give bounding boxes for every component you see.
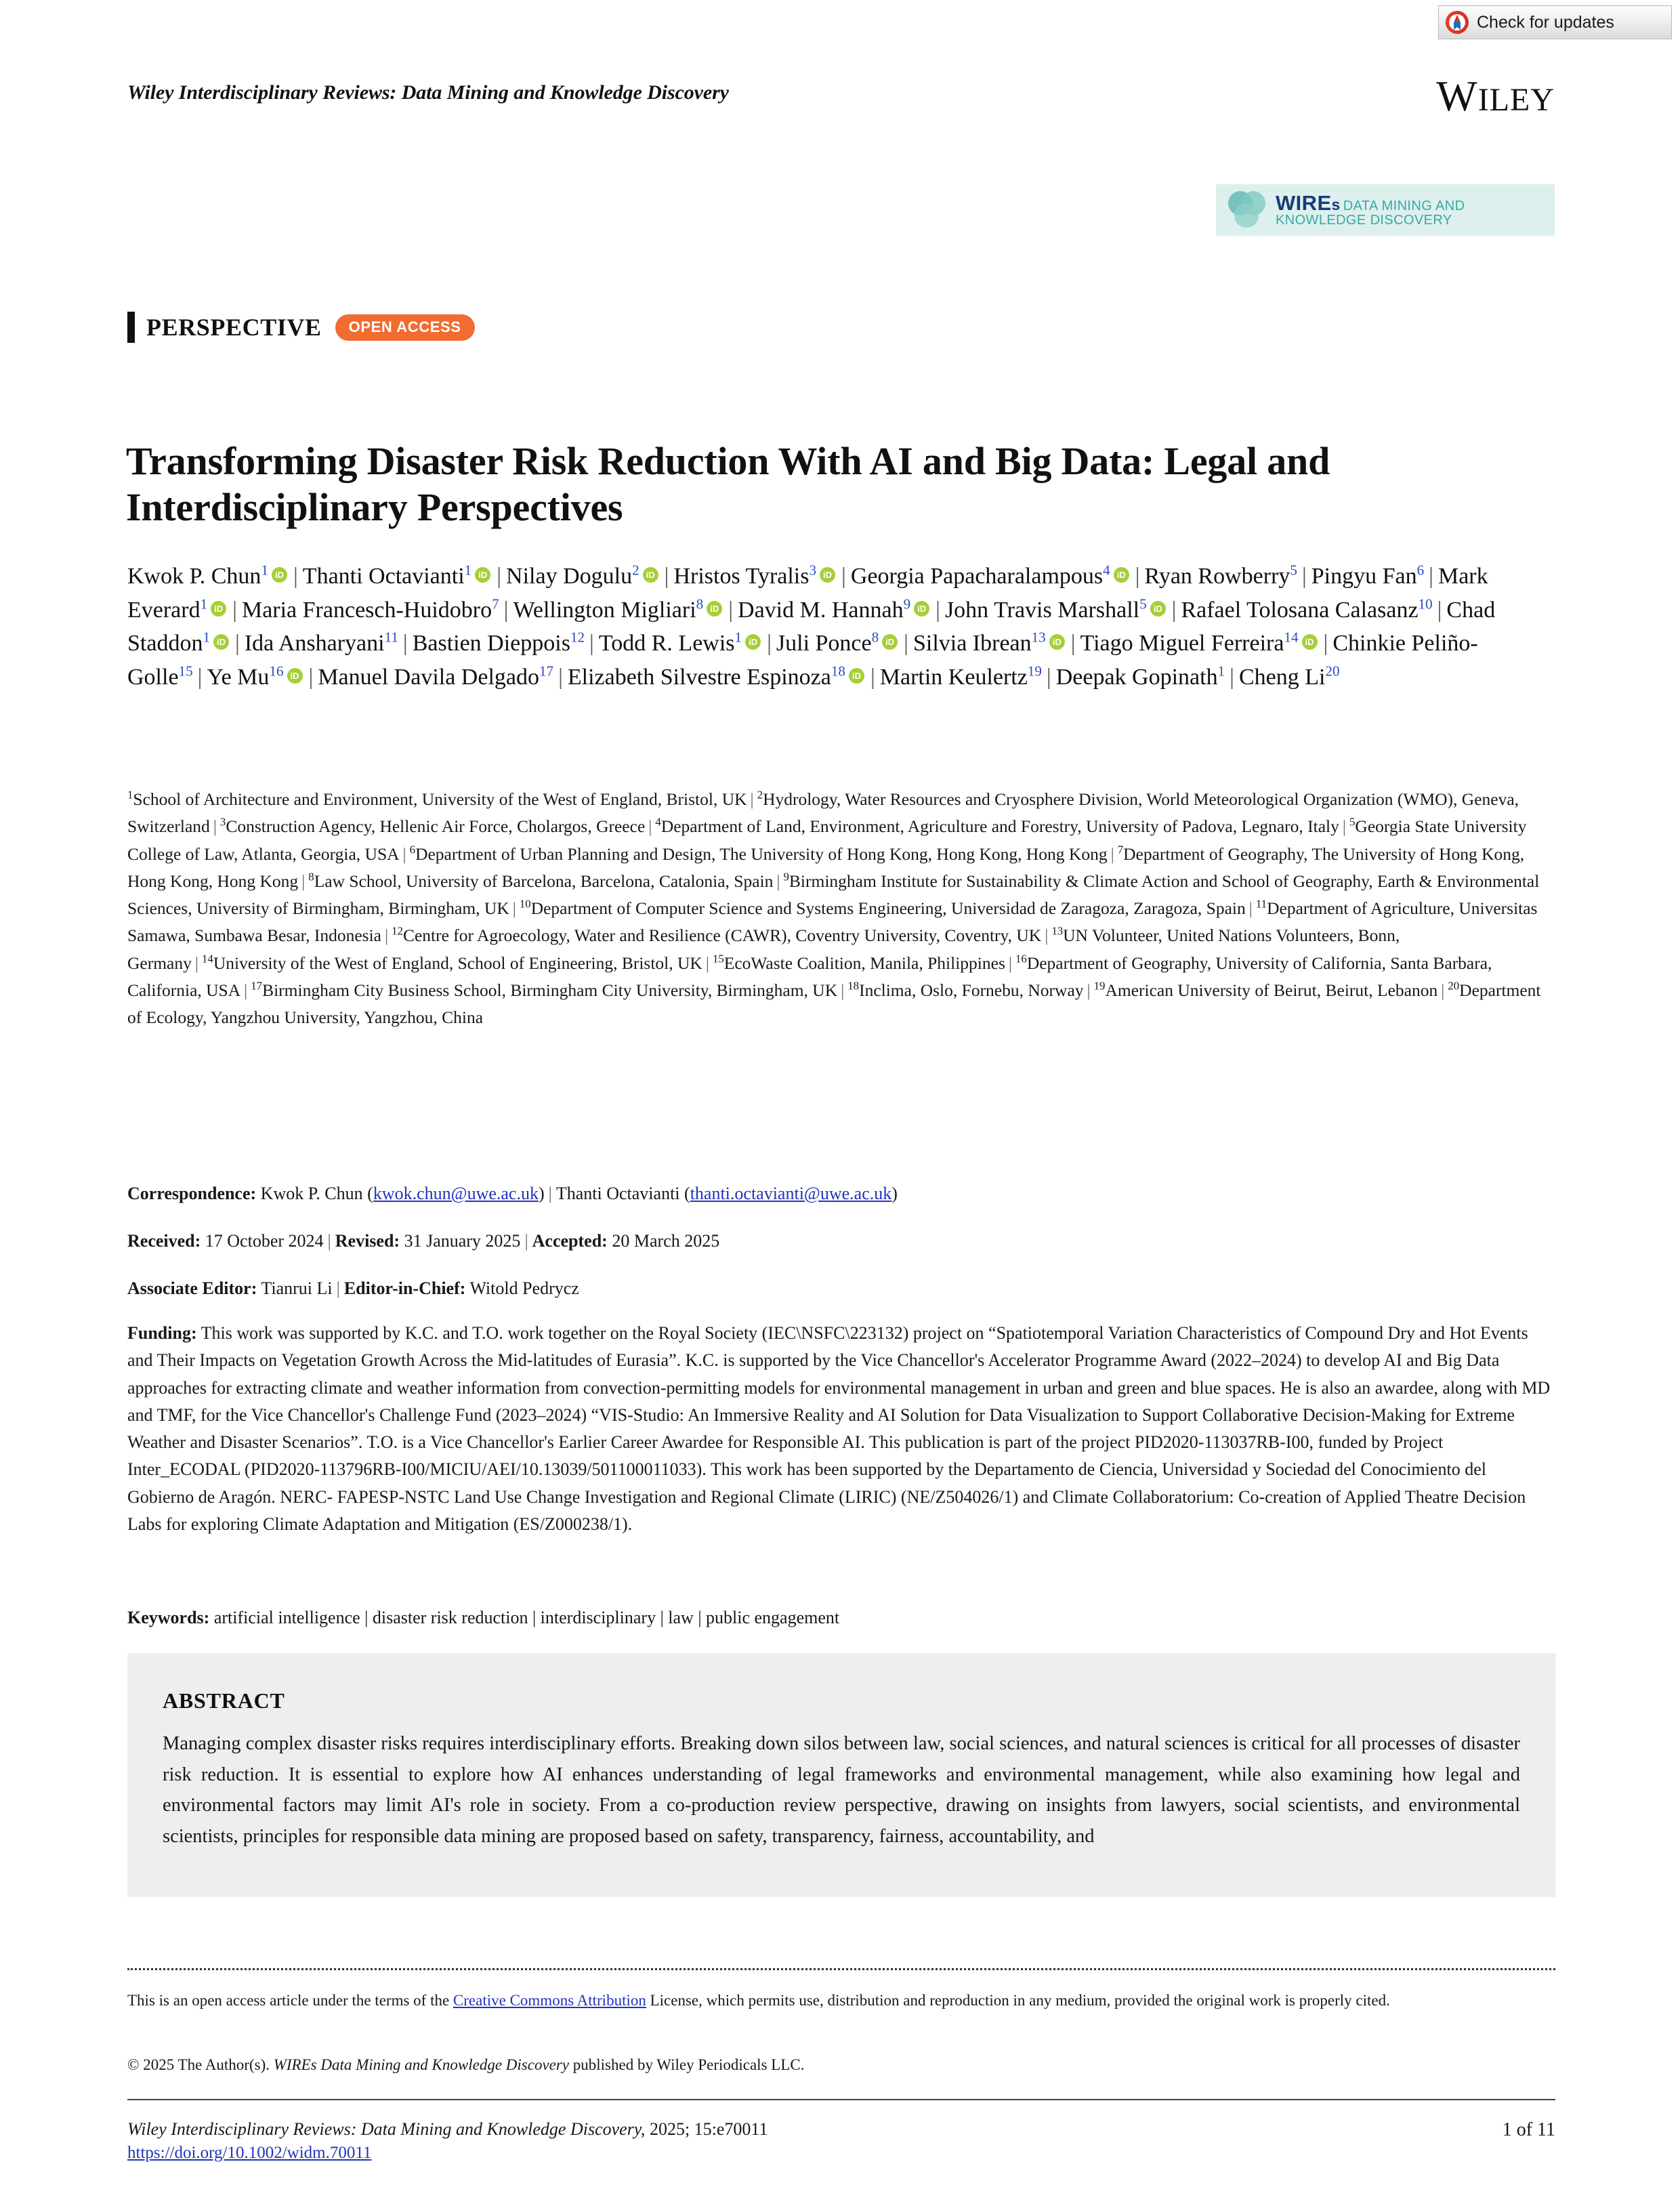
- author-affiliation-marker: 8: [871, 629, 879, 646]
- author-separator: |: [1437, 597, 1442, 623]
- author-separator: |: [1135, 564, 1140, 589]
- author-separator: |: [558, 664, 563, 690]
- affiliation-separator: |: [512, 898, 516, 919]
- wiley-logo-rest: ILEY: [1477, 82, 1555, 118]
- orcid-icon[interactable]: [849, 668, 864, 684]
- author-entry: [318, 665, 553, 690]
- author-entry: [880, 665, 1042, 690]
- author-separator: |: [1429, 564, 1433, 589]
- received-value: 17 October 2024: [205, 1231, 324, 1251]
- venn-diagram-icon: [1225, 190, 1267, 230]
- author-affiliation-marker: 6: [1416, 562, 1425, 579]
- author-name: Elizabeth Silvestre Espinoza: [567, 664, 831, 690]
- author-affiliation-marker: 5: [1139, 596, 1147, 612]
- author-entry: [945, 598, 1167, 623]
- author-separator: |: [904, 631, 908, 657]
- affiliation-entry: [655, 816, 1339, 836]
- article-type-accent-bar: [127, 312, 135, 343]
- author-affiliation-marker: 10: [1418, 596, 1433, 612]
- author-separator: |: [503, 597, 509, 623]
- affiliation-separator: |: [301, 871, 306, 891]
- affiliation-separator: |: [1110, 843, 1114, 864]
- affiliation-entry: [392, 925, 1041, 945]
- author-name: Ryan Rowberry: [1144, 564, 1290, 589]
- author-separator: |: [402, 631, 408, 657]
- author-separator: |: [293, 564, 298, 589]
- affiliation-text: Birmingham Institute for Sustainability & Climate Action and School of Geography, Earth & Environmental Sciences, University of Birmingham, Birmingham, UK: [127, 871, 1540, 919]
- author-affiliation-marker: 1: [464, 562, 472, 579]
- author-entry: [303, 564, 492, 589]
- orcid-icon[interactable]: [643, 567, 658, 583]
- affiliation-index: 18: [847, 979, 860, 993]
- editor-separator: |: [336, 1278, 340, 1298]
- affiliation-separator: |: [1008, 953, 1012, 973]
- author-name: Georgia Papacharalampous: [850, 564, 1104, 589]
- editor-in-chief-label: Editor-in-Chief:: [343, 1278, 466, 1298]
- affiliation-entry: [251, 980, 837, 1000]
- author-name: Bastien Dieppois: [412, 631, 570, 657]
- footer-dotted-divider: [127, 1968, 1555, 1970]
- footer-citation-journal: Wiley Interdisciplinary Reviews: Data Mining and Knowledge Discovery,: [127, 2119, 646, 2139]
- orcid-icon[interactable]: [213, 634, 229, 650]
- author-separator: |: [1323, 631, 1328, 657]
- keywords-block: [127, 1604, 1555, 1631]
- affiliation-entry: [520, 898, 1246, 918]
- crossmark-icon: [1444, 9, 1470, 35]
- author-affiliation-marker: 19: [1027, 663, 1042, 680]
- check-for-updates-badge[interactable]: [1438, 5, 1672, 39]
- wires-logo-title-trailing: s: [1331, 196, 1341, 213]
- affiliation-index: 4: [655, 815, 661, 829]
- author-entry: [1311, 564, 1424, 589]
- author-name: Martin Keulertz: [879, 664, 1028, 690]
- affiliation-separator: |: [1087, 980, 1091, 1000]
- open-access-badge: OPEN ACCESS: [335, 314, 475, 341]
- orcid-icon[interactable]: [914, 601, 929, 617]
- affiliation-text: Department of Urban Planning and Design, The University of Hong Kong, Hong Kong, Hong Kong: [415, 843, 1108, 864]
- author-name: Rafael Tolosana Calasanz: [1181, 597, 1419, 623]
- author-name: Kwok P. Chun: [127, 564, 261, 589]
- affiliation-index: 2: [757, 788, 763, 801]
- author-name: Pingyu Fan: [1311, 564, 1417, 589]
- affiliation-text: Law School, University of Barcelona, Barcelona, Catalonia, Spain: [314, 871, 774, 891]
- author-name: Ye Mu: [207, 664, 270, 690]
- author-entry: [127, 564, 289, 589]
- affiliation-index: 9: [783, 870, 789, 883]
- affiliation-text: Department of Land, Environment, Agriculture and Forestry, University of Padova, Legnaro, Italy: [660, 816, 1339, 837]
- author-affiliation-marker: 1: [734, 629, 742, 646]
- author-entry: [738, 598, 931, 623]
- article-type-row: [127, 312, 475, 343]
- keywords-text: artificial intelligence | disaster risk reduction | interdisciplinary | law | public engagement: [213, 1608, 840, 1627]
- author-entry: [599, 631, 762, 656]
- author-name: John Travis Marshall: [944, 597, 1140, 623]
- affiliation-text: UN Volunteer, United Nations Volunteers, Bonn, Germany: [127, 925, 1400, 973]
- affiliation-text: Centre for Agroecology, Water and Resilience (CAWR), Coventry University, Coventry, UK: [402, 925, 1042, 946]
- author-separator: |: [1301, 564, 1307, 589]
- revised-label: Revised:: [335, 1231, 400, 1251]
- affiliation-text: Construction Agency, Hellenic Air Force, Cholargos, Greece: [226, 816, 646, 837]
- author-entry: [513, 598, 723, 623]
- author-entry: [1080, 631, 1319, 656]
- author-name: Ida Ansharyani: [244, 631, 385, 657]
- affiliation-index: 10: [519, 897, 531, 911]
- affiliation-index: 11: [1255, 897, 1267, 911]
- author-affiliation-marker: 2: [632, 562, 639, 579]
- affiliation-index: 12: [392, 924, 403, 938]
- affiliation-text: Department of Geography, The University of Hong Kong, Hong Kong, Hong Kong: [127, 843, 1525, 891]
- orcid-icon[interactable]: [882, 634, 898, 650]
- author-entry: [673, 564, 837, 589]
- affiliation-entry: [308, 871, 773, 891]
- author-list: [127, 560, 1557, 694]
- affiliation-entry: [1094, 980, 1438, 1000]
- author-name: Silvia Ibrean: [912, 631, 1032, 657]
- author-entry: [568, 665, 866, 690]
- copyright-prefix: © 2025 The Author(s).: [127, 2056, 274, 2073]
- affiliation-text: University of the West of England, School of Engineering, Bristol, UK: [213, 953, 702, 973]
- author-separator: |: [197, 664, 203, 690]
- affiliation-entry: [410, 844, 1108, 864]
- orcid-icon[interactable]: [287, 668, 303, 684]
- author-name: Wellington Migliari: [513, 597, 696, 623]
- affiliation-text: American University of Beirut, Beirut, Lebanon: [1105, 980, 1438, 1000]
- copyright-statement: [127, 2056, 1555, 2074]
- author-affiliation-marker: 1: [203, 629, 210, 646]
- affiliation-text: Birmingham City Business School, Birmingham City University, Birmingham, UK: [262, 980, 838, 1000]
- author-separator: |: [1070, 631, 1076, 657]
- affiliation-index: 14: [202, 952, 213, 965]
- wiley-logo: [1436, 72, 1555, 120]
- orcid-icon[interactable]: [1049, 634, 1065, 650]
- wires-journal-logo: [1216, 184, 1555, 236]
- affiliation-entry: [202, 953, 702, 973]
- associate-editor-label: Associate Editor:: [127, 1278, 257, 1298]
- affiliation-index: 7: [1117, 843, 1124, 856]
- footer-citation: [127, 2119, 768, 2163]
- author-affiliation-marker: 14: [1284, 629, 1299, 646]
- author-name: Deepak Gopinath: [1055, 664, 1218, 690]
- affiliation-index: 8: [308, 870, 314, 883]
- affiliation-separator: |: [385, 925, 389, 946]
- funding-text: This work was supported by K.C. and T.O. work together on the Royal Society (IEC\NSFC\223132) project on “Spatiotemporal Variation Characteristics of Compound Dry and Hot Events and Their Impacts on Vegetation Growth Across the Mid-latitudes of Eurasia”. K.C. is supported by the Vice Chancellor's Accelerator Programme Award (2022–2024) to develop AI and Big Data approaches for extracting climate and weather information from convection-permitting models for environmental management in urban and green and blue spaces. He is also an awardee, along with MD and TMF, for the Vice Chancellor's Challenge Fund (2023–2024) “VIS-Studio: An Immersive Reality and AI Solution for Data Visualization to Support Collaborative Decision-Making for Extreme Weather and Disaster Scenarios”. T.O. is a Vice Chancellor's Earlier Career Awardee for Responsible AI. This publication is part of the project PID2020-113037RB-I00, funded by Project Inter_ECODAL (PID2020-113796RB-I00/MICIU/AEI/10.13039/501100011033). This work has been supported by the Departamento de Ciencia, Universidad y Sociedad del Conocimiento del Gobierno de Aragón. NERC- FAPESP-NSTC Land Use Change Investigation and Regional Climate (LIRIC) (NE/Z504026/1) and Climate Collaboratorium: Co-creation of Applied Theatre Decision Labs for exploring Climate Adaptation and Mitigation (ES/Z000238/1).: [127, 1323, 1551, 1535]
- license-statement: [127, 1988, 1555, 2013]
- author-name: Chad Staddon: [127, 597, 1496, 657]
- footer-citation-volume: 2025; 15:e70011: [649, 2119, 768, 2139]
- author-name: Mark Everard: [127, 564, 1488, 623]
- affiliation-separator: |: [1045, 925, 1049, 946]
- orcid-icon[interactable]: [707, 601, 722, 617]
- abstract-text: Managing complex disaster risks requires interdisciplinary efforts. Breaking down silos between law, social sciences, and natural sciences is critical for all processes of disaster risk reduction. It is essential to explore how AI enhances understanding of legal frameworks and environmental management, while also examining how legal and environmental factors may limit AI's role in society. From a co-production review perspective, drawing on insights from lawyers, social scientists, and environmental scientists, principles for responsible data mining are proposed based on safety, transparency, fairness, accountability, and: [163, 1733, 1520, 1847]
- correspondence-email-link[interactable]: kwok.chun@uwe.ac.uk: [373, 1184, 539, 1203]
- correspondence-author-name: Thanti Octavianti (: [555, 1184, 690, 1203]
- correspondence-author-name: Kwok P. Chun (: [260, 1184, 373, 1203]
- author-entry: [1239, 665, 1340, 690]
- affiliation-text: Inclima, Oslo, Fornebu, Norway: [859, 980, 1084, 1000]
- orcid-icon[interactable]: [1302, 634, 1318, 650]
- affiliation-separator: |: [1441, 980, 1445, 1000]
- wires-logo-title-main: WIRE: [1276, 191, 1332, 215]
- date-separator-2: |: [524, 1231, 528, 1251]
- author-name: Thanti Octavianti: [302, 564, 465, 589]
- author-separator: |: [841, 564, 846, 589]
- affiliation-text: Hydrology, Water Resources and Cryosphere Division, World Meteorological Organization (WMO), Geneva, Switzerland: [127, 789, 1519, 837]
- affiliation-separator: |: [776, 871, 780, 891]
- author-name: Manuel Davila Delgado: [318, 664, 539, 690]
- author-affiliation-marker: 1: [200, 596, 208, 612]
- wires-logo-subtitle: DATA MINING AND KNOWLEDGE DISCOVERY: [1276, 199, 1465, 228]
- author-entry: [207, 665, 303, 690]
- affiliation-text: Department of Computer Science and Systems Engineering, Universidad de Zaragoza, Zaragoza, Spain: [530, 898, 1246, 919]
- affiliation-separator: |: [194, 953, 198, 973]
- author-affiliation-marker: 1: [261, 562, 268, 579]
- orcid-icon[interactable]: [211, 601, 226, 617]
- author-affiliation-marker: 3: [809, 562, 817, 579]
- author-affiliation-marker: 4: [1103, 562, 1110, 579]
- author-name: Todd R. Lewis: [598, 631, 735, 657]
- affiliation-text: School of Architecture and Environment, University of the West of England, Bristol, UK: [133, 789, 747, 809]
- author-entry: [245, 631, 398, 656]
- affiliation-index: 15: [712, 952, 724, 965]
- correspondence-label: Correspondence:: [127, 1184, 257, 1203]
- author-separator: |: [1171, 597, 1177, 623]
- affiliation-index: 1: [127, 788, 133, 801]
- funding-block: [127, 1320, 1555, 1538]
- author-affiliation-marker: 17: [539, 663, 554, 680]
- author-entry: [1056, 665, 1225, 690]
- date-separator-1: |: [327, 1231, 331, 1251]
- creative-commons-link[interactable]: Creative Commons Attribution: [453, 1992, 646, 2009]
- author-affiliation-marker: 13: [1031, 629, 1046, 646]
- affiliation-separator: |: [213, 816, 217, 837]
- orcid-icon[interactable]: [475, 567, 490, 583]
- orcid-icon[interactable]: [1114, 567, 1129, 583]
- correspondence-email-link[interactable]: thanti.octavianti@uwe.ac.uk: [690, 1184, 892, 1203]
- wiley-logo-initial: W: [1436, 72, 1478, 120]
- affiliation-index: 17: [251, 979, 263, 993]
- affiliation-index: 16: [1015, 952, 1027, 965]
- affiliation-text: Department of Ecology, Yangzhou University, Yangzhou, China: [127, 980, 1541, 1028]
- received-label: Received:: [127, 1231, 201, 1251]
- author-name: Tiago Miguel Ferreira: [1080, 631, 1284, 657]
- author-affiliation-marker: 1: [1217, 663, 1225, 680]
- orcid-icon[interactable]: [820, 567, 835, 583]
- author-separator: |: [497, 564, 502, 589]
- affiliation-index: 13: [1051, 924, 1064, 938]
- author-entry: [776, 631, 899, 656]
- page-number: 1 of 11: [1502, 2119, 1555, 2140]
- author-separator: |: [728, 597, 734, 623]
- abstract-section: [127, 1653, 1555, 1897]
- author-name: Juli Ponce: [776, 631, 872, 657]
- author-affiliation-marker: 11: [384, 629, 398, 646]
- author-affiliation-marker: 16: [269, 663, 284, 680]
- page-title: Transforming Disaster Risk Reduction With AI and Big Data: Legal and Interdisciplinary Perspectives: [126, 438, 1330, 530]
- author-separator: |: [308, 664, 314, 690]
- author-separator: |: [870, 664, 875, 690]
- author-affiliation-marker: 5: [1290, 562, 1297, 579]
- orcid-icon[interactable]: [745, 634, 761, 650]
- correspondence-block: [127, 1180, 1555, 1207]
- revised-value: 31 January 2025: [404, 1231, 521, 1251]
- orcid-icon[interactable]: [272, 567, 287, 583]
- correspondence-paren-close: ): [891, 1184, 898, 1203]
- accepted-value: 20 March 2025: [612, 1231, 720, 1251]
- affiliation-entry: [713, 953, 1005, 973]
- author-affiliation-marker: 18: [831, 663, 845, 680]
- affiliation-separator: |: [841, 980, 845, 1000]
- correspondence-paren-close: ): [538, 1184, 545, 1203]
- affiliation-separator: |: [750, 789, 754, 809]
- license-prefix: This is an open access article under the terms of the: [127, 1992, 453, 2009]
- check-for-updates-label: Check for updates: [1477, 12, 1614, 32]
- author-separator: |: [1230, 664, 1234, 690]
- affiliation-text: EcoWaste Coalition, Manila, Philippines: [723, 953, 1005, 973]
- copyright-journal-name: WIREs Data Mining and Knowledge Discovery: [273, 2056, 570, 2073]
- author-separator: |: [936, 597, 940, 623]
- author-separator: |: [1046, 664, 1051, 690]
- author-name: Cheng Li: [1238, 664, 1326, 690]
- author-affiliation-marker: 20: [1325, 663, 1340, 680]
- doi-link[interactable]: https://doi.org/10.1002/widm.70011: [127, 2144, 372, 2162]
- associate-editor-name: Tianrui Li: [261, 1278, 333, 1298]
- affiliation-separator: |: [1248, 898, 1253, 919]
- author-separator: |: [664, 564, 669, 589]
- affiliation-entry: [127, 789, 747, 809]
- keywords-label: Keywords:: [127, 1608, 210, 1627]
- affiliation-list: [127, 786, 1555, 1032]
- affiliation-index: 3: [219, 815, 226, 829]
- affiliation-separator: |: [402, 843, 406, 864]
- editor-in-chief-name: Witold Pedrycz: [469, 1278, 579, 1298]
- wires-logo-title: [1276, 191, 1341, 215]
- wires-logo-text: [1276, 192, 1555, 228]
- author-entry: [1145, 564, 1297, 589]
- author-affiliation-marker: 9: [903, 596, 911, 612]
- footer-divider: [127, 2099, 1555, 2100]
- author-name: Hristos Tyralis: [673, 564, 810, 589]
- orcid-icon[interactable]: [1150, 601, 1166, 617]
- author-entry: [851, 564, 1131, 589]
- author-entry: [913, 631, 1066, 656]
- affiliation-index: 6: [409, 843, 416, 856]
- affiliation-separator: |: [705, 953, 709, 973]
- editors-block: [127, 1275, 1555, 1302]
- affiliation-entry: [847, 980, 1083, 1000]
- author-affiliation-marker: 8: [696, 596, 704, 612]
- author-entry: [242, 598, 499, 623]
- author-affiliation-marker: 15: [178, 663, 193, 680]
- affiliation-text: Department of Agriculture, Universitas Samawa, Sumbawa Besar, Indonesia: [127, 898, 1538, 946]
- funding-label: Funding:: [127, 1323, 197, 1343]
- author-separator: |: [235, 631, 240, 657]
- copyright-suffix: published by Wiley Periodicals LLC.: [569, 2056, 805, 2073]
- accepted-label: Accepted:: [532, 1231, 608, 1251]
- affiliation-index: 5: [1349, 815, 1356, 829]
- affiliation-separator: |: [648, 816, 652, 837]
- footer-row: [127, 2119, 1555, 2163]
- article-dates: [127, 1228, 1555, 1255]
- affiliation-index: 19: [1093, 979, 1106, 993]
- affiliation-text: Department of Geography, University of California, Santa Barbara, California, USA: [127, 953, 1492, 1000]
- author-name: Chinkie Peliño-Golle: [127, 631, 1478, 690]
- journal-running-head: Wiley Interdisciplinary Reviews: Data Mining and Knowledge Discovery: [127, 81, 729, 104]
- affiliation-index: 20: [1448, 979, 1460, 993]
- affiliation-text: Georgia State University College of Law, Atlanta, Georgia, USA: [127, 816, 1527, 864]
- author-name: Nilay Dogulu: [506, 564, 633, 589]
- author-affiliation-marker: 12: [570, 629, 585, 646]
- author-name: David M. Hannah: [738, 597, 904, 623]
- affiliation-entry: [220, 816, 645, 836]
- author-separator: |: [232, 597, 237, 623]
- author-separator: |: [589, 631, 594, 657]
- author-affiliation-marker: 7: [492, 596, 499, 612]
- license-suffix: License, which permits use, distribution and reproduction in any medium, provided the original work is properly cited.: [646, 1992, 1390, 2009]
- author-entry: [1181, 598, 1432, 623]
- author-entry: [413, 631, 585, 656]
- author-entry: [506, 564, 660, 589]
- author-name: Maria Francesch-Huidobro: [241, 597, 492, 623]
- affiliation-separator: |: [1342, 816, 1346, 837]
- abstract-heading: ABSTRACT: [163, 1688, 285, 1713]
- article-type-label: PERSPECTIVE: [146, 314, 322, 341]
- author-separator: |: [767, 631, 772, 657]
- correspondence-separator: |: [548, 1184, 552, 1203]
- affiliation-separator: |: [244, 980, 248, 1000]
